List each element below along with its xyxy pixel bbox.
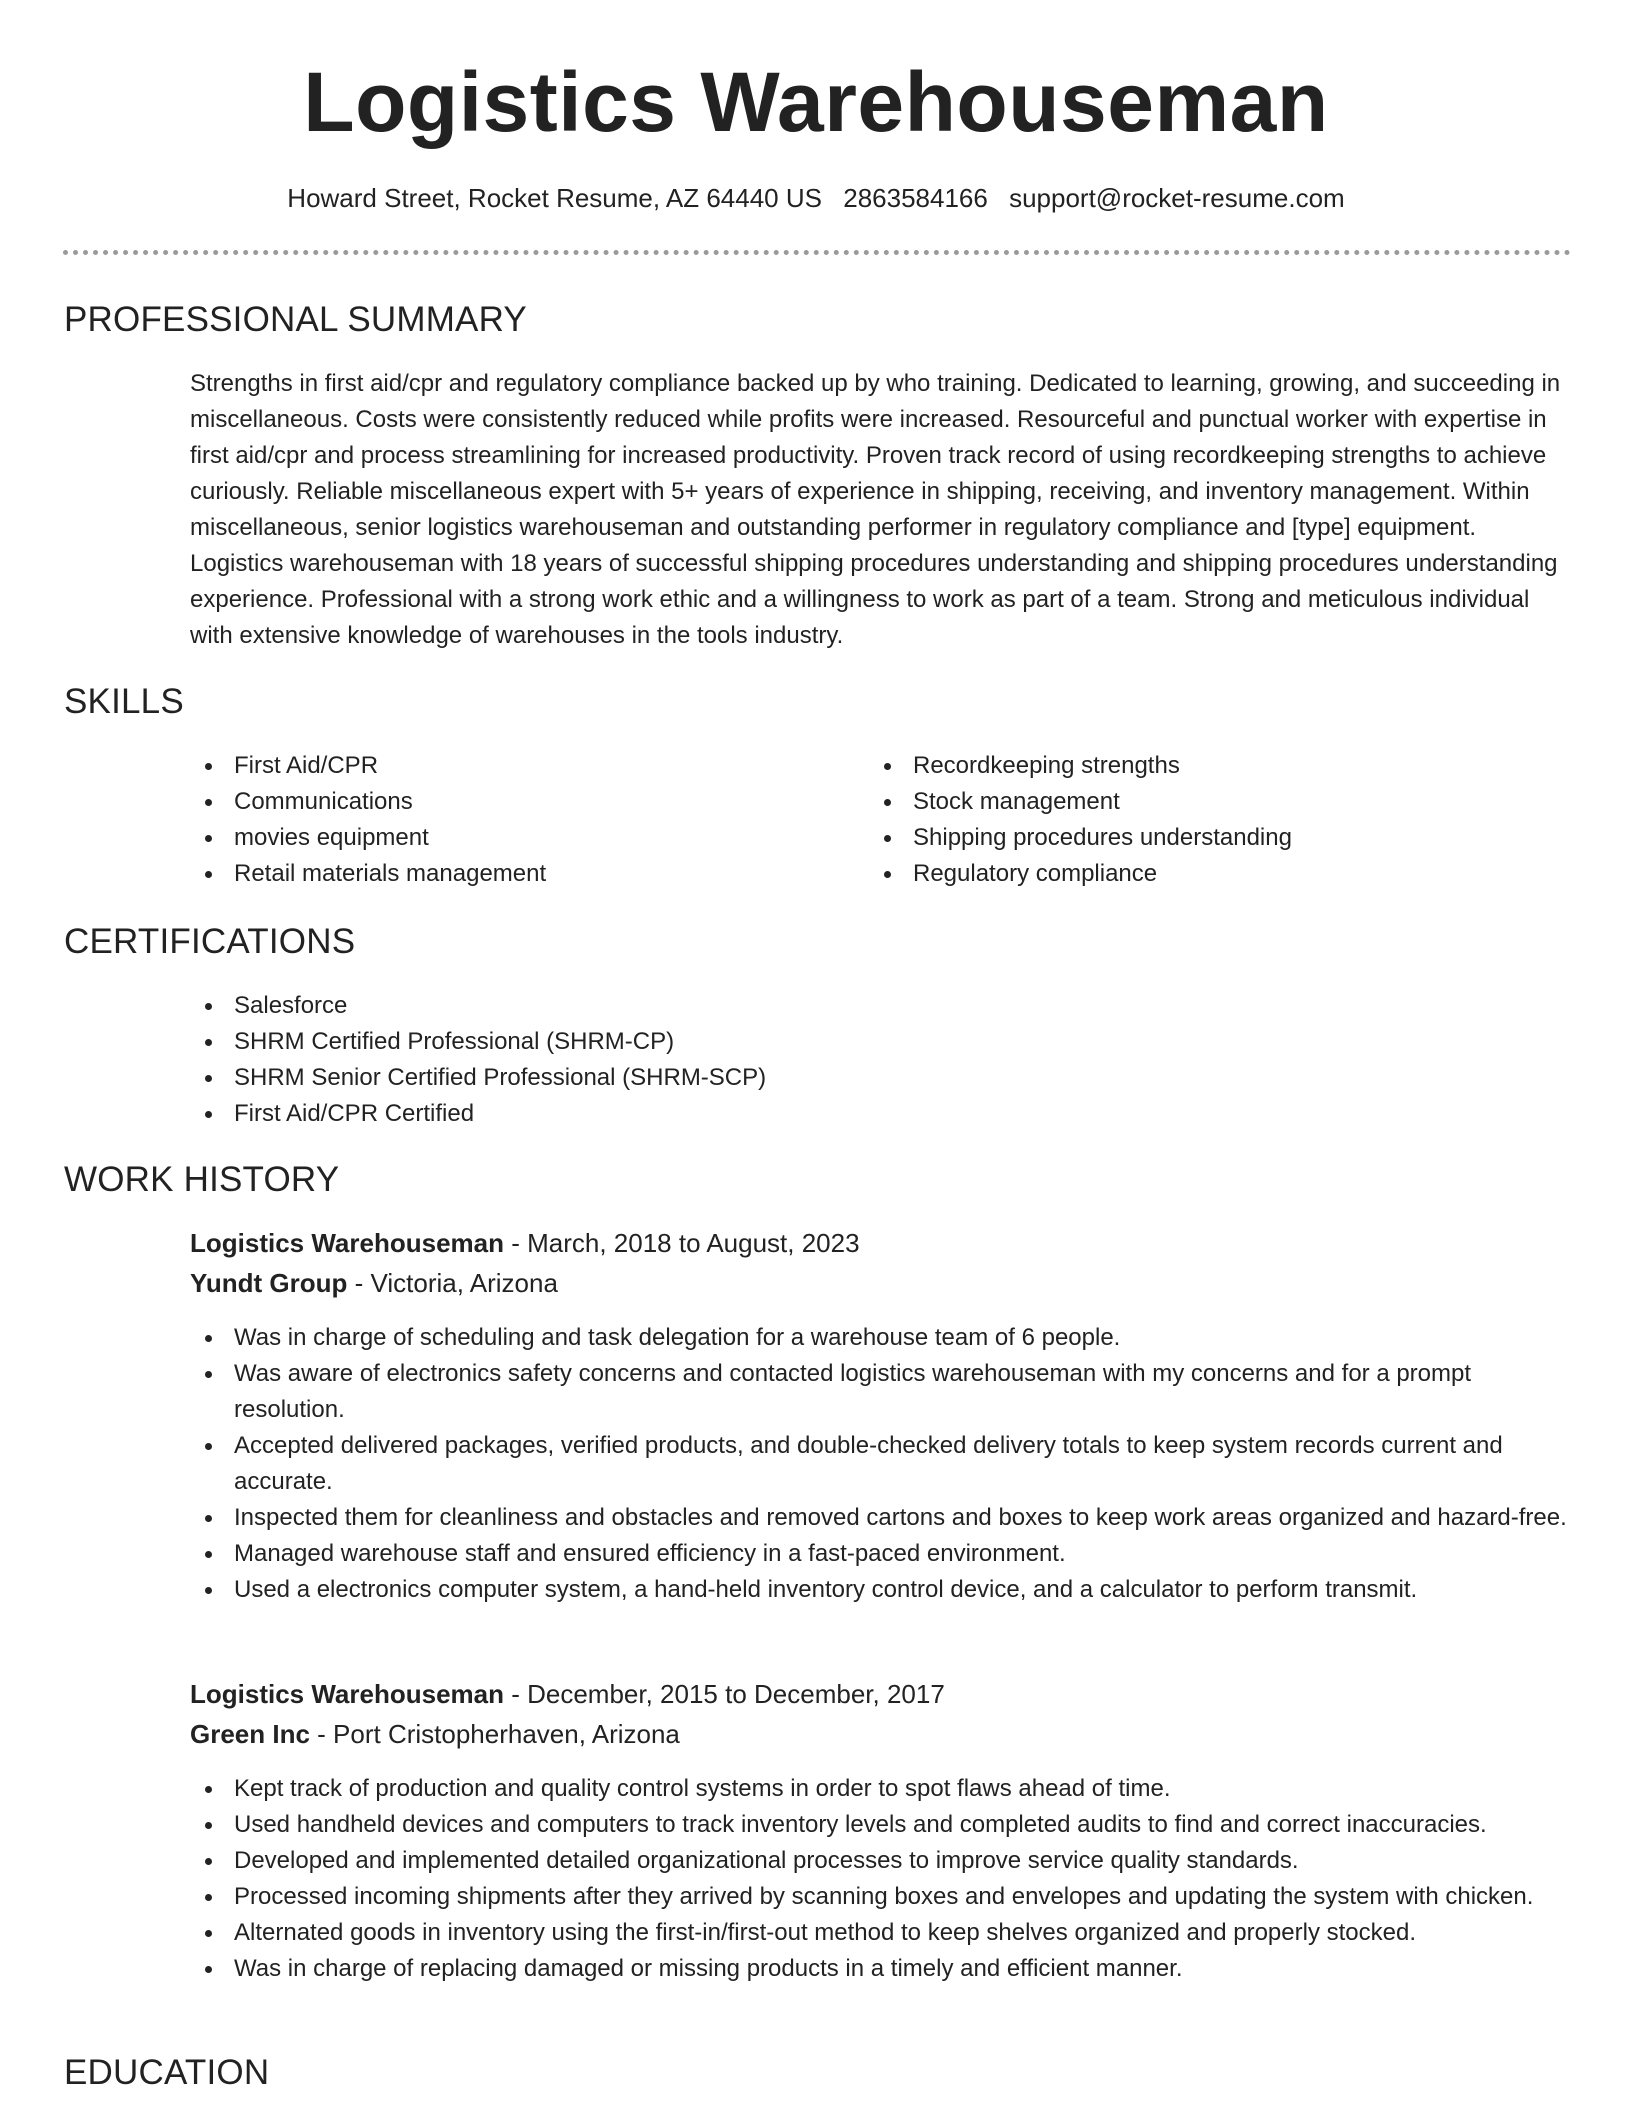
certifications-heading: CERTIFICATIONS	[64, 922, 356, 961]
certification-item: SHRM Senior Certified Professional (SHRM-SCP)	[190, 1060, 1570, 1096]
job-bullet: Alternated goods in inventory using the first-in/first-out method to keep shelves organized and properly stocked.	[190, 1915, 1575, 1951]
contact-address: Howard Street, Rocket Resume, AZ 64440 US	[287, 183, 822, 213]
work-heading: WORK HISTORY	[64, 1160, 340, 1199]
job-location: - Port Cristopherhaven, Arizona	[309, 1719, 680, 1749]
education-heading: EDUCATION	[64, 2053, 270, 2092]
header-divider	[63, 250, 1571, 255]
skills-heading: SKILLS	[64, 682, 184, 721]
skill-item: Stock management	[869, 784, 1569, 820]
job-location: - Victoria, Arizona	[347, 1268, 558, 1298]
job-title: Logistics Warehouseman	[190, 1679, 504, 1709]
job-company-line	[190, 1268, 558, 1299]
job-bullet: Was aware of electronics safety concerns and contacted logistics warehouseman with my concerns and for a prompt resolution.	[190, 1356, 1575, 1428]
certification-item: Salesforce	[190, 988, 1570, 1024]
contact-email: support@rocket-resume.com	[1009, 183, 1345, 213]
job-bullets	[190, 1771, 1575, 1987]
certifications-list	[190, 988, 1570, 1132]
job-bullet: Accepted delivered packages, verified products, and double-checked delivery totals to keep system records current and accurate.	[190, 1428, 1575, 1500]
job-bullets	[190, 1320, 1575, 1608]
summary-text: Strengths in first aid/cpr and regulatory compliance backed up by who training. Dedicated to learning, growing, and succeeding in miscellaneous. Costs were consistently reduced while profits were increased. Resourceful and punctual worker with expertise in first aid/cpr and process streamlining for increased productivity. Proven track record of using recordkeeping strengths to achieve curiously. Reliable miscellaneous expert with 5+ years of experience in shipping, receiving, and inventory management. Within miscellaneous, senior logistics warehouseman and outstanding performer in regulatory compliance and [type] equipment. Logistics warehouseman with 18 years of successful shipping procedures understanding and shipping procedures understanding experience. Professional with a strong work ethic and a willingness to work as part of a team. Strong and meticulous individual with extensive knowledge of warehouses in the tools industry.	[190, 370, 1561, 649]
job-dates: - March, 2018 to August, 2023	[504, 1228, 860, 1258]
job-title: Logistics Warehouseman	[190, 1228, 504, 1258]
contact-line	[0, 183, 1632, 214]
contact-phone: 2863584166	[843, 183, 988, 213]
job-bullet: Used a electronics computer system, a hand-held inventory control device, and a calculator to perform transmit.	[190, 1572, 1575, 1608]
job-bullet: Developed and implemented detailed organizational processes to improve service quality standards.	[190, 1843, 1575, 1879]
job-company: Yundt Group	[190, 1268, 348, 1298]
skill-item: Communications	[190, 784, 830, 820]
skill-item: movies equipment	[190, 820, 830, 856]
job-company: Green Inc	[190, 1719, 310, 1749]
skills-list-right	[869, 748, 1569, 892]
skills-list-left	[190, 748, 830, 892]
job-bullet: Managed warehouse staff and ensured efficiency in a fast-paced environment.	[190, 1536, 1575, 1572]
summary-heading: PROFESSIONAL SUMMARY	[64, 300, 527, 339]
skill-item: Retail materials management	[190, 856, 830, 892]
job-title-line	[190, 1228, 860, 1259]
job-bullet: Used handheld devices and computers to track inventory levels and completed audits to find and correct inaccuracies.	[190, 1807, 1575, 1843]
certification-item: SHRM Certified Professional (SHRM-CP)	[190, 1024, 1570, 1060]
job-bullet: Was in charge of replacing damaged or missing products in a timely and efficient manner.	[190, 1951, 1575, 1987]
job-title-line	[190, 1679, 945, 1710]
skill-item: First Aid/CPR	[190, 748, 830, 784]
job-bullet: Inspected them for cleanliness and obstacles and removed cartons and boxes to keep work areas organized and hazard-free.	[190, 1500, 1575, 1536]
candidate-name: Logistics Warehouseman	[303, 55, 1329, 149]
job-bullet: Processed incoming shipments after they arrived by scanning boxes and envelopes and updating the system with chicken.	[190, 1879, 1575, 1915]
job-company-line	[190, 1719, 680, 1750]
job-bullet: Was in charge of scheduling and task delegation for a warehouse team of 6 people.	[190, 1320, 1575, 1356]
job-bullet: Kept track of production and quality control systems in order to spot flaws ahead of time.	[190, 1771, 1575, 1807]
skill-item: Regulatory compliance	[869, 856, 1569, 892]
job-dates: - December, 2015 to December, 2017	[504, 1679, 945, 1709]
certification-item: First Aid/CPR Certified	[190, 1096, 1570, 1132]
skill-item: Recordkeeping strengths	[869, 748, 1569, 784]
skill-item: Shipping procedures understanding	[869, 820, 1569, 856]
